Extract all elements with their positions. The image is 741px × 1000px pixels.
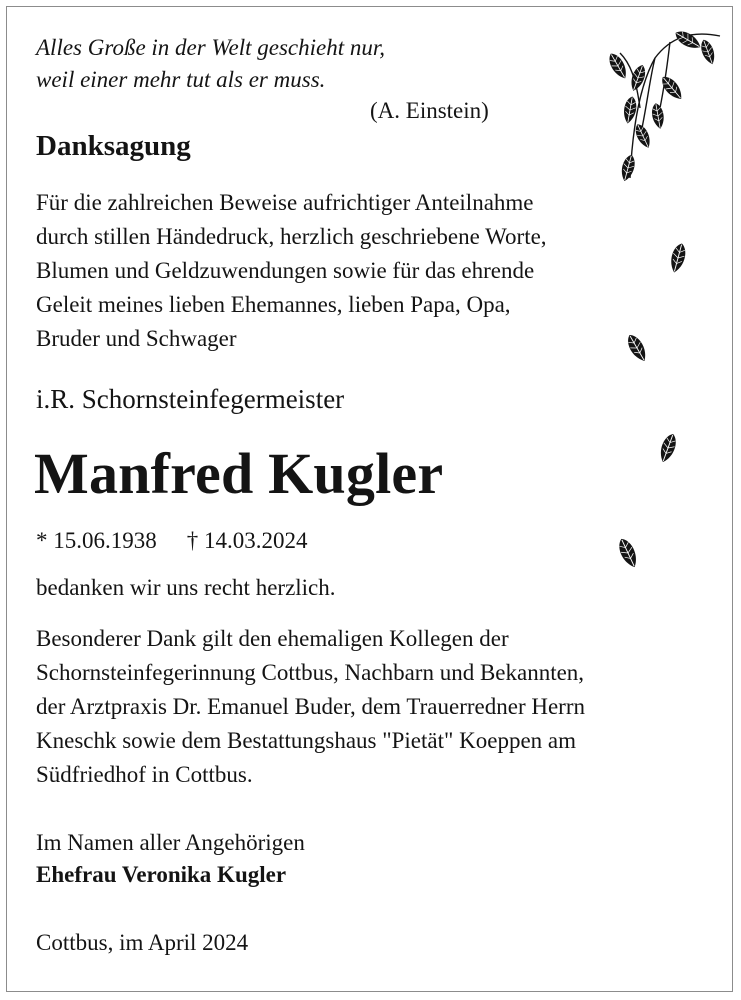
page-title: Danksagung [36,130,191,162]
special-thanks-line: Südfriedhof in Cottbus. [36,762,253,787]
thanks-line: bedanken wir uns recht herzlich. [36,575,336,600]
life-dates [36,525,308,557]
intro-paragraph [36,186,547,356]
special-thanks-line: der Arztpraxis Dr. Emanuel Buder, dem Trauerredner Herrn [36,694,585,719]
falling-leaf [624,332,650,364]
special-thanks-line: Kneschk sowie dem Bestattungshaus "Pietät" Koeppen am [36,728,577,753]
special-thanks-line: Schornsteinfegerinnung Cottbus, Nachbarn und Bekannten, [36,660,585,685]
falling-leaves-icon [590,18,730,598]
deceased-title: i.R. Schornsteinfegermeister [36,384,345,414]
signature-intro: Im Namen aller Angehörigen [36,830,305,855]
falling-leaf [668,242,688,274]
place-date: Cottbus, im April 2024 [36,930,249,955]
falling-leaf [615,536,640,570]
motto-attribution: (A. Einstein) [370,98,489,123]
special-thanks-line: Besonderer Dank gilt den ehemaligen Kollegen der [36,626,509,651]
motto-line: weil einer mehr tut als er muss. [36,67,326,92]
intro-line: Für die zahlreichen Beweise aufrichtiger Anteilnahme [36,190,534,215]
intro-line: Geleit meines lieben Ehemannes, lieben Papa, Opa, [36,292,511,317]
birth-date: * 15.06.1938 [36,528,157,553]
intro-line: durch stillen Händedruck, herzlich geschriebene Worte, [36,224,547,249]
death-date: † 14.03.2024 [186,528,308,553]
motto-line: Alles Große in der Welt geschieht nur, [36,35,385,60]
special-thanks-paragraph [36,622,585,792]
motto-quote [36,32,385,96]
intro-line: Bruder und Schwager [36,326,237,351]
signature-name: Ehefrau Veronika Kugler [36,862,287,887]
falling-leaf [657,432,679,465]
deceased-name: Manfred Kugler [34,441,444,506]
intro-line: Blumen und Geldzuwendungen sowie für das ehrende [36,258,535,283]
